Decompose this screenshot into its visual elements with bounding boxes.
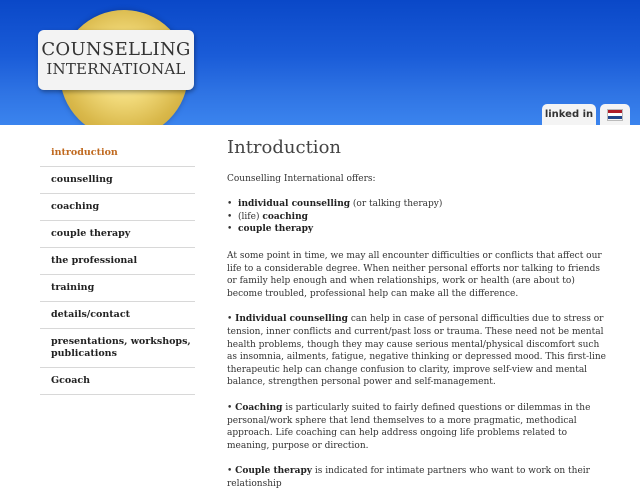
intro-paragraph: At some point in time, we may all encounter difficulties or conflicts that affect our life to a considerable degree. When neither personal efforts nor talking to friends or family help enough and when relationships, work or health (are about to) become troubled, professional help can make all the difference.: [227, 250, 602, 299]
logo-line1: COUNSELLING: [41, 39, 191, 60]
nav-item-coaching[interactable]: coaching: [40, 194, 195, 221]
logo-line2: INTERNATIONAL: [46, 60, 186, 78]
header-tabs: [538, 104, 630, 125]
site-header: [0, 0, 640, 125]
site-logo[interactable]: [38, 30, 194, 90]
page-title: Introduction: [227, 137, 341, 158]
nav-item-training[interactable]: training: [40, 275, 195, 302]
nav-item-presentations[interactable]: presentations, workshops, publications: [40, 329, 195, 368]
main-content: [227, 137, 607, 503]
counselling-paragraph: • Individual counselling can help in case of personal difficulties due to stress or tension, inner conflicts and current/past loss or trauma. These need not be mental health problems, though they may cause serious mental/physical discomfort such as insomnia, ailments, fatigue, negative thinking or depressed mood. This first-line therapeutic help can change confusion to clarity, improve self-view and mental balance, strengthen personal power and self-management.: [227, 314, 606, 388]
nav-item-gcoach[interactable]: Gcoach: [40, 368, 195, 395]
offers-list: [227, 198, 607, 236]
nav-item-introduction[interactable]: introduction: [40, 140, 195, 167]
nav-item-the-professional[interactable]: the professional: [40, 248, 195, 275]
couple-therapy-paragraph: • Couple therapy is indicated for intimate partners who want to work on their relationship: [227, 466, 590, 489]
list-item: • (life) coaching: [227, 211, 308, 222]
list-item: • couple therapy: [227, 224, 314, 235]
linkedin-tab[interactable]: linked in: [542, 104, 596, 125]
nav-item-counselling[interactable]: counselling: [40, 167, 195, 194]
nav-item-details-contact[interactable]: details/contact: [40, 302, 195, 329]
coaching-paragraph: • Coaching is particularly suited to fairly defined questions or dilemmas in the personal/work sphere that lend themselves to a more pragmatic, methodical approach. Life coaching can help address ongoing life problems related to meaning, purpose or direction.: [227, 402, 591, 451]
offers-intro: Counselling International offers:: [227, 173, 376, 184]
nav-item-couple-therapy[interactable]: couple therapy: [40, 221, 195, 248]
list-item: • individual counselling (or talking therapy): [227, 199, 443, 210]
sidebar-nav: [40, 140, 195, 395]
netherlands-flag-icon: [607, 109, 623, 121]
language-tab[interactable]: [600, 104, 630, 125]
